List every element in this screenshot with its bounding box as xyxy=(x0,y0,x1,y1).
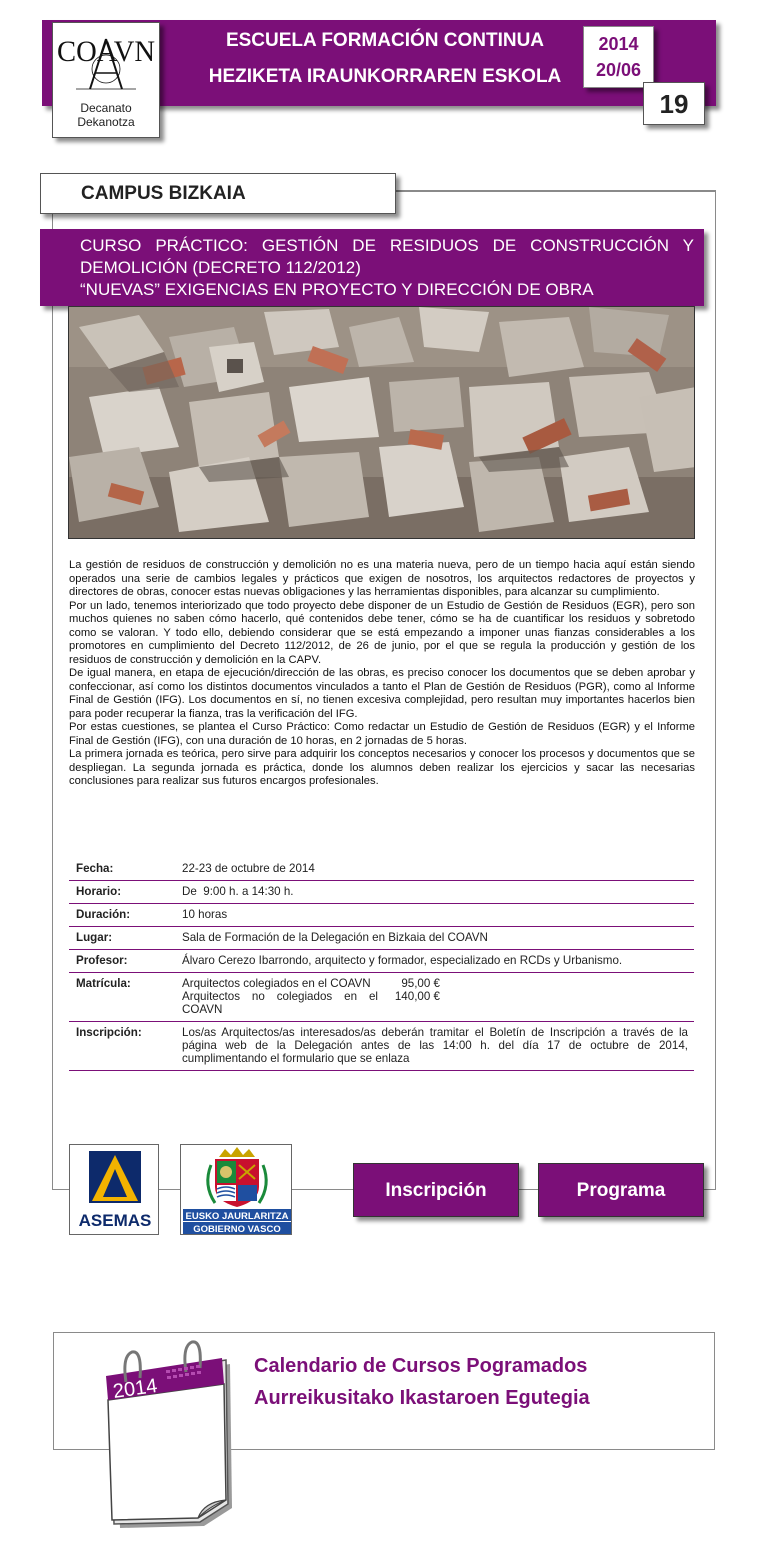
details-row-duracion xyxy=(69,904,694,927)
price-line-colegiados xyxy=(182,977,688,990)
asemas-logo-text: ASEMAS xyxy=(78,1211,152,1230)
price-line-no-colegiados xyxy=(182,990,688,1016)
eusko-logo-text-2: GOBIERNO VASCO xyxy=(193,1224,281,1235)
price-no-colegiados-label: Arquitectos no colegiados en el COAVN xyxy=(182,990,378,1016)
details-row-fecha xyxy=(69,858,694,881)
programa-button[interactable]: Programa xyxy=(538,1163,704,1217)
fecha-label: Fecha: xyxy=(76,862,114,875)
price-colegiados-value: 95,00 € xyxy=(401,977,440,990)
eusko-logo-text-1: EUSKO JAURLARITZA xyxy=(185,1211,289,1222)
profesor-value: Álvaro Cerezo Ibarrondo, arquitecto y formador, especializado en RCDs y Urbanismo. xyxy=(182,954,623,967)
inscripcion-value: Los/as Arquitectos/as interesados/as deberán tramitar el Boletín de Inscripción a través de la página web de la Delegación antes de las 14:00 h. del día 17 de octubre de 2014, cumplimentando el formulario que se enlaza xyxy=(182,1026,688,1065)
details-row-profesor xyxy=(69,950,694,973)
description-paragraph: Por un lado, tenemos interiorizado que todo proyecto debe disponer de un Estudio de Gestión de Residuos (EGR), pero son muchos quienes no saben cómo hacerlo, qué contenidos debe tener, cómo se ha de cuantificar los residuos y sobretodo como se valoran. Y todo ello, debiendo considerar que se está empezando a imponer unas fianzas considerables a los promotores en cumplimiento del Decreto 112/2012, de 26 de junio, por el que se regula la producción y gestión de los residuos de construcción y demolición en la CAPV. xyxy=(69,599,695,666)
school-title-es: ESCUELA FORMACIÓN CONTINUA xyxy=(225,30,545,51)
eusko-jaurlaritza-logo xyxy=(180,1144,292,1235)
logo-caption-decanato: Decanato xyxy=(80,101,132,115)
duracion-label: Duración: xyxy=(76,908,131,921)
school-title-eu: HEZIKETA IRAUNKORRAREN ESKOLA xyxy=(208,66,562,87)
horario-label: Horario: xyxy=(76,885,122,898)
coavn-logo-text: COAVN xyxy=(57,35,155,68)
details-row-lugar xyxy=(69,927,694,950)
details-row-inscripcion xyxy=(69,1022,694,1071)
logo-caption-dekanotza: Dekanotza xyxy=(77,115,135,129)
description-paragraph: La primera jornada es teórica, pero sirve para adquirir los conceptos necesarios y conocer los procesos y documentos que se despliegan. La segunda jornada es práctica, donde los alumnos deben realizar los ejercicios y sacar las necesarias conclusiones para realizar sus futuros encargos profesionales. xyxy=(69,748,695,787)
calendar-title-es[interactable]: Calendario de Cursos Pogramados xyxy=(254,1355,588,1377)
date-year: 2014 xyxy=(598,34,639,54)
eusko-jaurlaritza-logo-art xyxy=(181,1145,293,1236)
rubble-photo-art xyxy=(69,307,695,539)
price-no-colegiados-value: 140,00 € xyxy=(394,990,440,1003)
course-title xyxy=(40,229,704,306)
profesor-label: Profesor: xyxy=(76,954,128,967)
logo-caption xyxy=(53,101,159,129)
course-title-line1: CURSO PRÁCTICO: GESTIÓN DE RESIDUOS DE CONSTRUCCIÓN Y DEMOLICIÓN (DECRETO 112/2012) xyxy=(80,236,694,277)
price-colegiados-label: Arquitectos colegiados en el COAVN xyxy=(182,977,371,990)
description-paragraph: De igual manera, en etapa de ejecución/dirección de las obras, es preciso conocer los documentos que se deben aprobar y confeccionar, así como los distintos documentos vinculados a tanto el Plan de Gestión de Residuos (PGR), como al Informe Final de Gestión (IFG). Los documentos en sí, no tienen excesiva complejidad, pero resultan muy importantes hacerlos bien para poder recuperar la fianza, tras la verificación del IFG. xyxy=(69,667,695,720)
lugar-value: Sala de Formación de la Delegación en Bizkaia del COAVN xyxy=(182,931,488,944)
fecha-value: 22-23 de octubre de 2014 xyxy=(182,862,315,875)
rubble-photo xyxy=(68,306,695,539)
calendar-icon-year: 2014 xyxy=(111,1374,159,1403)
date-box xyxy=(583,26,654,88)
matricula-value xyxy=(182,977,694,1016)
date-day: 20/06 xyxy=(595,60,642,80)
campus-label: CAMPUS BIZKAIA xyxy=(40,173,396,214)
coavn-logo xyxy=(52,22,160,138)
asemas-logo xyxy=(69,1144,159,1235)
course-description xyxy=(69,559,695,789)
inscripcion-button[interactable]: Inscripción xyxy=(353,1163,519,1217)
course-details-table xyxy=(69,858,694,1071)
coavn-logo-mark xyxy=(56,29,156,91)
calendar-title-eu[interactable]: Aurreikusitako Ikastaroen Egutegia xyxy=(254,1387,590,1409)
course-title-line2: “NUEVAS” EXIGENCIAS EN PROYECTO Y DIRECCIÓN DE OBRA xyxy=(80,280,594,299)
calendar-icon[interactable] xyxy=(92,1340,242,1540)
duracion-value: 10 horas xyxy=(182,908,228,921)
matricula-label: Matrícula: xyxy=(76,977,131,990)
asemas-logo-art xyxy=(70,1145,160,1236)
description-paragraph: Por estas cuestiones, se plantea el Curso Práctico: Como redactar un Estudio de Gestión de Residuos (EGR) y el Informe Final de Gestión (IFG), con una duración de 10 horas, en 2 jornadas de 5 horas. xyxy=(69,721,695,747)
inscripcion-label: Inscripción: xyxy=(76,1026,142,1039)
horario-value: De 9:00 h. a 14:30 h. xyxy=(182,885,294,898)
lugar-label: Lugar: xyxy=(76,931,113,944)
details-row-horario xyxy=(69,881,694,904)
issue-number: 19 xyxy=(643,82,705,125)
details-row-matricula xyxy=(69,973,694,1022)
description-paragraph: La gestión de residuos de construcción y demolición no es una materia nueva, pero de un tiempo hacia aquí están siendo operados una serie de cambios legales y prácticos que exigen de nosotros, los arquitectos redactores de proyectos y directores de obras, conocer estas nuevas obligaciones y las herramientas disponibles, para alcanzar su cumplimiento. xyxy=(69,559,695,598)
calendar-icon-art xyxy=(92,1340,242,1540)
